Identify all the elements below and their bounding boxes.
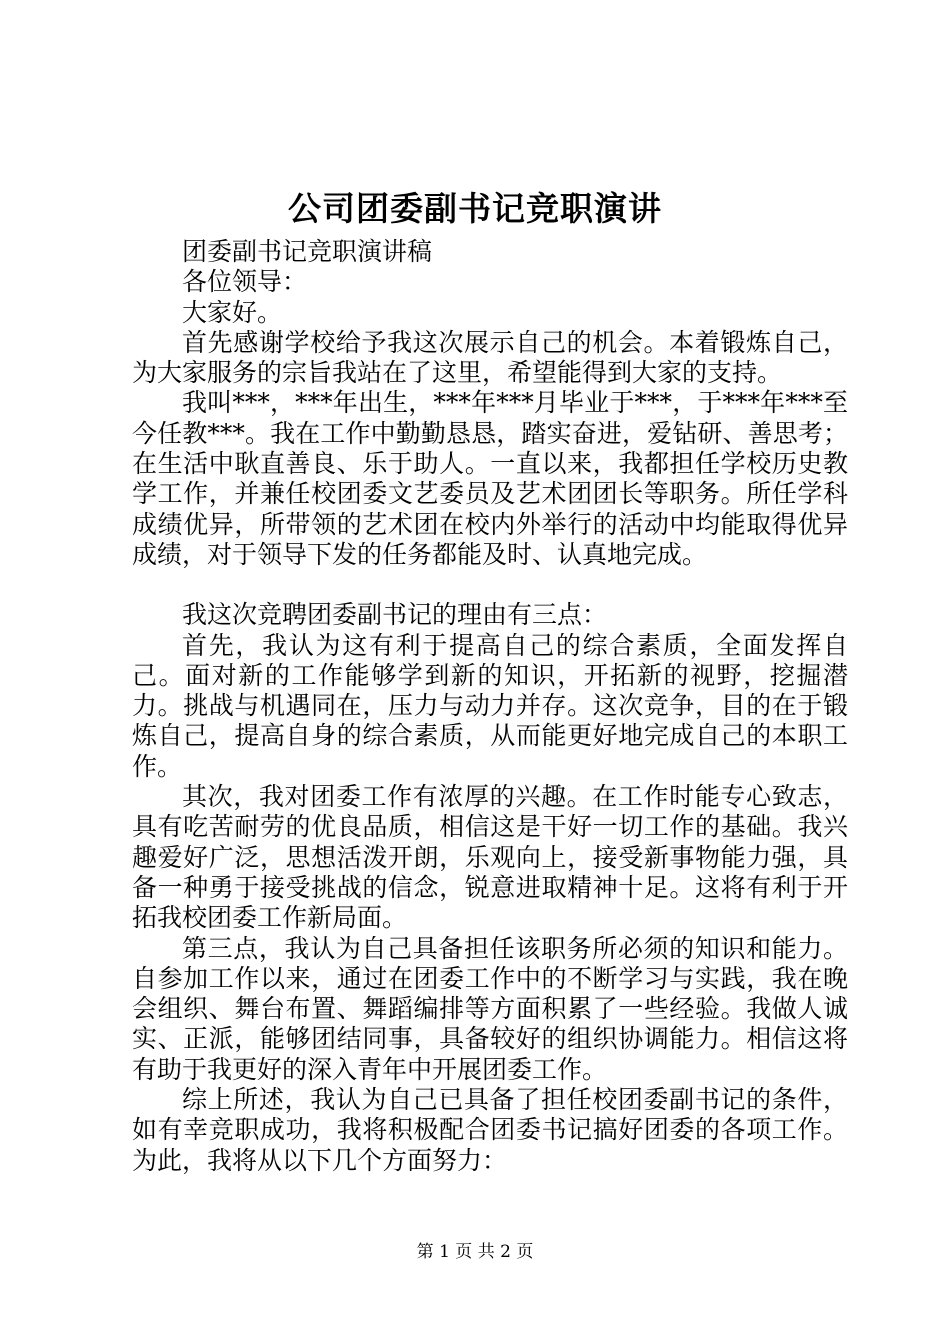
page-number-footer: 第 1 页 共 2 页 xyxy=(416,1242,534,1262)
paragraph-subtitle: 团委副书记竞职演讲稿 xyxy=(182,237,433,266)
paragraph-salutation: 各位领导： xyxy=(182,267,308,297)
paragraph-self-introduction: 我叫***，***年出生，***年***月毕业于***，于***年***至今任教***。我在工作中勤勤恳恳，踏实奋进，爱钻研、善思考；在生活中耿直善良、乐于助人。一直以来，我都担任学校历史教学工作，并兼任校团委文艺委员及艺术团团长等职务。所任学科成绩优异，所带领的艺术团在校内外举行的活动中均能取得优异成绩，对于领导下发的任务都能及时、认真地完成。 xyxy=(132,388,848,569)
document-body xyxy=(132,237,848,1176)
paragraph-thanks: 首先感谢学校给予我这次展示自己的机会。本着锻炼自己，为大家服务的宗旨我站在了这里，希望能得到大家的支持。 xyxy=(132,327,848,388)
paragraph-reason-third: 第三点，我认为自己具备担任该职务所必须的知识和能力。自参加工作以来，通过在团委工作中的不断学习与实践，我在晚会组织、舞台布置、舞蹈编排等方面积累了一些经验。我做人诚实、正派，能够团结同事，具备较好的组织协调能力。相信这将有助于我更好的深入青年中开展团委工作。 xyxy=(132,933,848,1084)
paragraph-reason-second: 其次，我对团委工作有浓厚的兴趣。在工作时能专心致志，具有吃苦耐劳的优良品质，相信这是干好一切工作的基础。我兴趣爱好广泛，思想活泼开朗，乐观向上，接受新事物能力强，具备一种勇于接受挑战的信念，锐意进取精神十足。这将有利于开拓我校团委工作新局面。 xyxy=(132,782,848,933)
paragraph-reason-first: 首先，我认为这有利于提高自己的综合素质，全面发挥自己。面对新的工作能够学到新的知识，开拓新的视野，挖掘潜力。挑战与机遇同在，压力与动力并存。这次竞争，目的在于锻炼自己，提高自身的综合素质，从而能更好地完成自己的本职工作。 xyxy=(132,630,848,781)
paragraph-summary: 综上所述，我认为自己已具备了担任校团委副书记的条件，如有幸竞职成功，我将积极配合团委书记搞好团委的各项工作。为此，我将从以下几个方面努力： xyxy=(132,1085,848,1175)
paragraph-reasons-intro: 我这次竞聘团委副书记的理由有三点： xyxy=(182,600,608,630)
document-title: 公司团委副书记竞职演讲 xyxy=(288,189,662,228)
paragraph-greeting: 大家好。 xyxy=(182,297,283,327)
